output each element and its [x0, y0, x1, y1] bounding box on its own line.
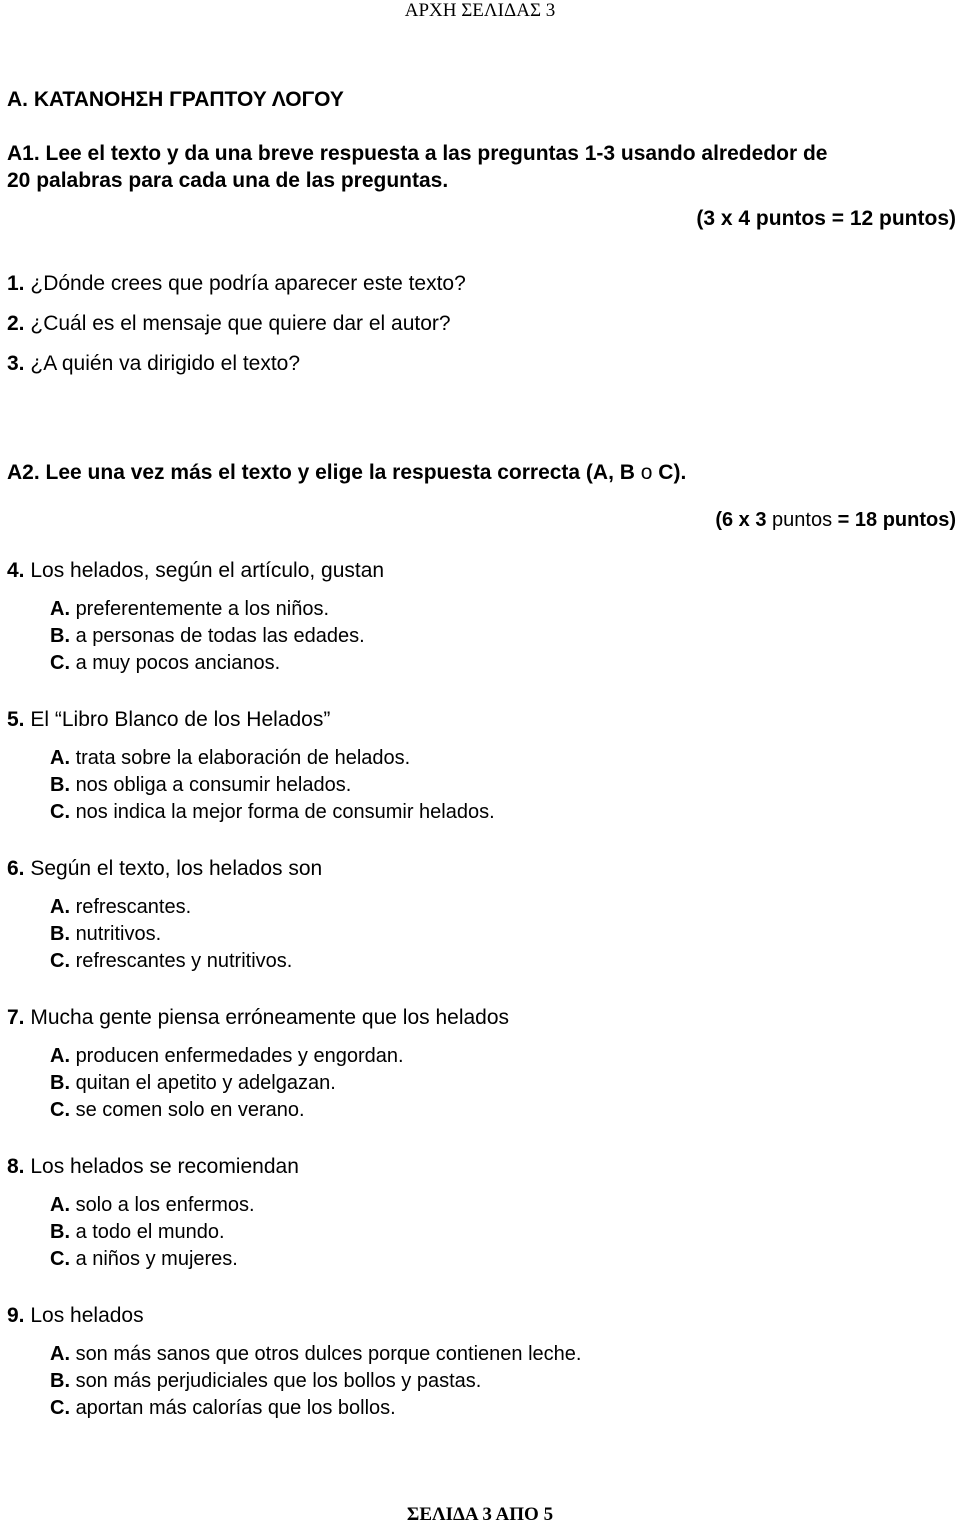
a2-points-a: (6 x 3	[715, 509, 773, 531]
question-number: 6.	[7, 857, 25, 880]
question-text: Según el texto, los helados son	[30, 857, 323, 880]
question-number: 9.	[7, 1304, 25, 1327]
answer-option[interactable]	[50, 625, 365, 648]
answer-option[interactable]	[50, 652, 280, 675]
answer-option[interactable]	[50, 1072, 336, 1095]
option-text: nutritivos.	[75, 923, 162, 945]
question-number: 5.	[7, 708, 25, 731]
option-text: quitan el apetito y adelgazan.	[75, 1072, 336, 1094]
page-footer: ΣΕΛΙΔΑ 3 ΑΠΟ 5	[406, 1504, 554, 1525]
option-text: producen enfermedades y engordan.	[75, 1045, 404, 1067]
question-text: Los helados	[30, 1304, 144, 1327]
option-letter: C.	[50, 652, 70, 674]
a2-points-b: puntos	[772, 509, 833, 531]
question-number: 7.	[7, 1006, 25, 1029]
question-number: 2.	[7, 312, 25, 335]
option-text: nos indica la mejor forma de consumir helados.	[75, 801, 495, 823]
a2-instruction-prefix: A2. Lee una vez más el texto y elige la respuesta correcta (A, B	[7, 461, 641, 484]
question-number: 1.	[7, 272, 25, 295]
option-text: se comen solo en verano.	[75, 1099, 305, 1121]
question-text: Los helados se recomiendan	[30, 1155, 299, 1178]
a2-points	[715, 509, 956, 532]
a2-instruction-suffix: C).	[652, 461, 687, 484]
question-number: 8.	[7, 1155, 25, 1178]
option-letter: A.	[50, 1343, 70, 1365]
option-letter: C.	[50, 1099, 70, 1121]
question-5	[7, 708, 330, 732]
option-text: aportan más calorías que los bollos.	[75, 1397, 396, 1419]
question-1	[7, 272, 466, 296]
question-text: A quién va dirigido el texto?	[43, 352, 301, 375]
answer-option[interactable]	[50, 1099, 305, 1122]
option-letter: A.	[50, 1045, 70, 1067]
question-4	[7, 559, 384, 583]
option-letter: A.	[50, 598, 70, 620]
answer-option[interactable]	[50, 1045, 404, 1068]
question-8	[7, 1155, 299, 1179]
question-text: Cuál es el mensaje que quiere dar el autor?	[43, 312, 451, 335]
answer-option[interactable]	[50, 1248, 238, 1271]
answer-option[interactable]	[50, 923, 161, 946]
a1-instruction-line2: 20 palabras para cada una de las preguntas.	[7, 169, 449, 192]
option-text: son más sanos que otros dulces porque contienen leche.	[75, 1343, 582, 1365]
question-mark: ¿	[30, 352, 44, 375]
option-letter: A.	[50, 896, 70, 918]
a2-points-c: = 18 puntos)	[832, 509, 956, 531]
option-letter: A.	[50, 1194, 70, 1216]
option-letter: C.	[50, 1397, 70, 1419]
option-letter: C.	[50, 801, 70, 823]
option-text: solo a los enfermos.	[75, 1194, 255, 1216]
answer-option[interactable]	[50, 1221, 225, 1244]
answer-option[interactable]	[50, 747, 410, 770]
option-letter: B.	[50, 774, 70, 796]
question-2	[7, 312, 451, 336]
question-mark: ¿	[30, 272, 44, 295]
option-letter: B.	[50, 1072, 70, 1094]
question-text: El “Libro Blanco de los Helados”	[30, 708, 331, 731]
a1-points: (3 x 4 puntos = 12 puntos)	[696, 207, 956, 230]
answer-option[interactable]	[50, 774, 351, 797]
question-7	[7, 1006, 509, 1030]
page-header: ΑΡΧΗ ΣΕΛΙΔΑΣ 3	[404, 0, 556, 21]
answer-option[interactable]	[50, 896, 191, 919]
question-number: 4.	[7, 559, 25, 582]
option-letter: B.	[50, 1221, 70, 1243]
a2-instruction-o: o	[640, 461, 653, 484]
question-3	[7, 352, 300, 376]
option-text: refrescantes.	[75, 896, 192, 918]
option-letter: B.	[50, 1370, 70, 1392]
option-text: a niños y mujeres.	[75, 1248, 238, 1270]
option-text: a todo el mundo.	[75, 1221, 225, 1243]
option-letter: B.	[50, 923, 70, 945]
option-letter: C.	[50, 1248, 70, 1270]
section-title: Α. ΚΑΤΑΝΟΗΣΗ ΓΡΑΠΤΟΥ ΛΟΓΟΥ	[7, 88, 344, 111]
a1-instruction-line1: A1. Lee el texto y da una breve respuesta a las preguntas 1-3 usando alrededor de	[7, 142, 828, 165]
answer-option[interactable]	[50, 1370, 481, 1393]
option-letter: A.	[50, 747, 70, 769]
option-text: preferentemente a los niños.	[75, 598, 330, 620]
question-6	[7, 857, 322, 881]
answer-option[interactable]	[50, 950, 292, 973]
question-text: Dónde crees que podría aparecer este texto?	[43, 272, 466, 295]
question-9	[7, 1304, 144, 1328]
question-mark: ¿	[30, 312, 44, 335]
question-text: Mucha gente piensa erróneamente que los helados	[30, 1006, 510, 1029]
a2-instruction	[7, 459, 686, 486]
option-text: nos obliga a consumir helados.	[75, 774, 352, 796]
question-number: 3.	[7, 352, 25, 375]
option-text: refrescantes y nutritivos.	[75, 950, 293, 972]
answer-option[interactable]	[50, 1343, 581, 1366]
option-text: trata sobre la elaboración de helados.	[75, 747, 411, 769]
option-text: a muy pocos ancianos.	[75, 652, 281, 674]
answer-option[interactable]	[50, 1397, 396, 1420]
option-letter: B.	[50, 625, 70, 647]
answer-option[interactable]	[50, 801, 495, 824]
answer-option[interactable]	[50, 598, 329, 621]
option-letter: C.	[50, 950, 70, 972]
option-text: a personas de todas las edades.	[75, 625, 365, 647]
option-text: son más perjudiciales que los bollos y pastas.	[75, 1370, 482, 1392]
answer-option[interactable]	[50, 1194, 255, 1217]
question-text: Los helados, según el artículo, gustan	[30, 559, 385, 582]
